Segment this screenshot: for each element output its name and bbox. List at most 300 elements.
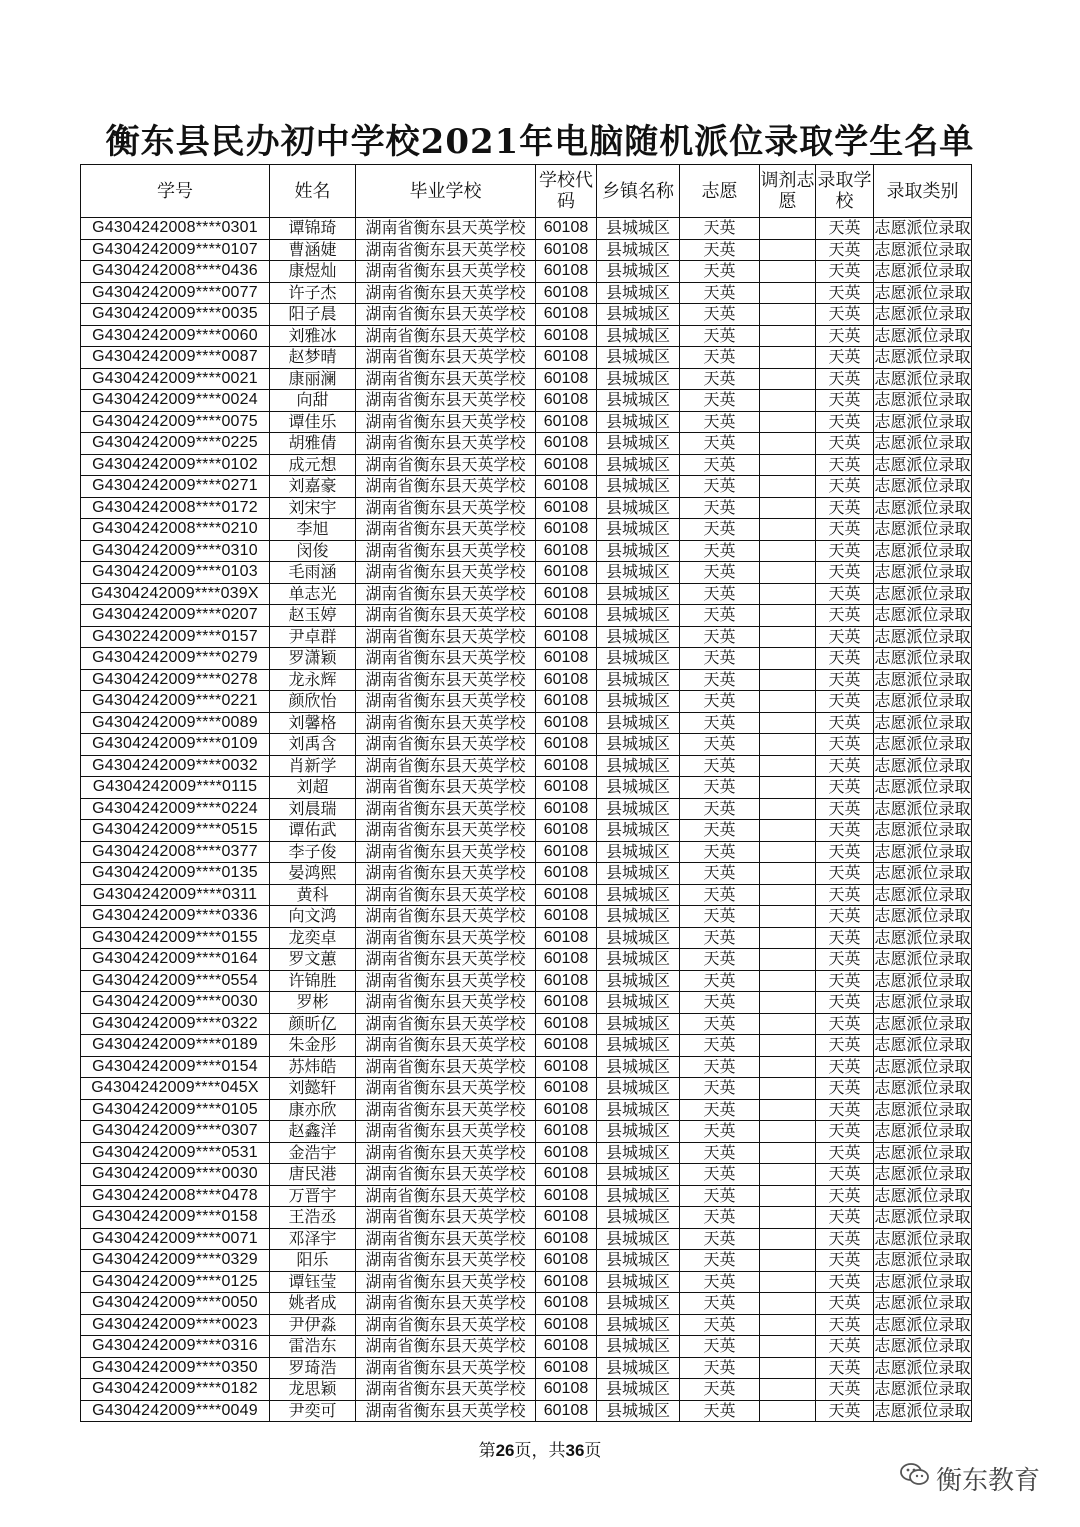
- table-row: [81, 1207, 972, 1229]
- adjusted-preference-cell: [760, 734, 816, 756]
- student-id-cell: G4304242009****039X: [81, 583, 270, 605]
- student-name-cell: 刘馨格: [270, 712, 356, 734]
- adjusted-preference-cell: [760, 648, 816, 670]
- town-cell: 县城城区: [597, 1357, 680, 1379]
- town-cell: 县城城区: [597, 1013, 680, 1035]
- admission-type-cell: 志愿派位录取: [874, 1314, 971, 1334]
- preference-cell: 天英: [680, 476, 760, 498]
- table-row: [81, 841, 972, 863]
- student-name-cell: 谭佳乐: [270, 411, 356, 433]
- graduated-school-cell: 湖南省衡东县天英学校: [356, 1228, 536, 1250]
- table-row: [81, 476, 972, 498]
- admission-type-cell: 志愿派位录取: [874, 1142, 971, 1162]
- adjusted-preference-cell: [760, 1271, 816, 1293]
- town-cell: 县城城区: [597, 218, 680, 240]
- graduated-school-cell: 湖南省衡东县天英学校: [356, 218, 536, 240]
- admission-type-cell: 志愿派位录取: [874, 497, 971, 517]
- adjusted-preference-cell: [760, 282, 816, 304]
- student-name-cell: 唐民港: [270, 1164, 356, 1186]
- preference-cell: 天英: [680, 1271, 760, 1293]
- table-row: [81, 304, 972, 326]
- current-page: 26: [495, 1441, 515, 1460]
- preference-cell: 天英: [680, 648, 760, 670]
- admission-type-cell: 志愿派位录取: [874, 411, 971, 431]
- admission-type-cell: 志愿派位录取: [874, 970, 971, 990]
- student-id-cell: G4304242009****0035: [81, 304, 270, 326]
- student-id-cell: G4304242009****0154: [81, 1056, 270, 1078]
- graduated-school-cell: 湖南省衡东县天英学校: [356, 1013, 536, 1035]
- student-name-cell: 李子俊: [270, 841, 356, 863]
- town-cell: 县城城区: [597, 347, 680, 369]
- graduated-school-cell: 湖南省衡东县天英学校: [356, 691, 536, 713]
- student-id-cell: G4304242008****0436: [81, 261, 270, 283]
- admission-type-cell: 志愿派位录取: [874, 992, 971, 1012]
- student-id-cell: G4304242009****0060: [81, 325, 270, 347]
- student-name-cell: 龙思颖: [270, 1379, 356, 1401]
- admission-type-cell: 志愿派位录取: [874, 1293, 971, 1313]
- school-code-cell: 60108: [536, 777, 597, 799]
- student-id-cell: G4304242008****0377: [81, 841, 270, 863]
- student-id-cell: G4304242009****0024: [81, 390, 270, 412]
- admitted-school-cell: 天英: [816, 949, 874, 971]
- table-row: [81, 798, 972, 820]
- graduated-school-cell: 湖南省衡东县天英学校: [356, 1056, 536, 1078]
- adjusted-preference-cell: [760, 1099, 816, 1121]
- graduated-school-cell: 湖南省衡东县天英学校: [356, 239, 536, 261]
- table-row: [81, 1357, 972, 1379]
- preference-cell: 天英: [680, 390, 760, 412]
- graduated-school-cell: 湖南省衡东县天英学校: [356, 669, 536, 691]
- adjusted-preference-cell: [760, 798, 816, 820]
- adjusted-preference-cell: [760, 970, 816, 992]
- student-id-cell: G4304242009****0115: [81, 777, 270, 799]
- preference-cell: 天英: [680, 1121, 760, 1143]
- student-id-cell: G4304242008****0172: [81, 497, 270, 519]
- student-id-cell: G4304242009****0336: [81, 906, 270, 928]
- student-name-cell: 龙奕卓: [270, 927, 356, 949]
- table-row: [81, 820, 972, 842]
- adjusted-preference-cell: [760, 304, 816, 326]
- student-name-cell: 成元想: [270, 454, 356, 476]
- graduated-school-cell: 湖南省衡东县天英学校: [356, 863, 536, 885]
- graduated-school-cell: 湖南省衡东县天英学校: [356, 304, 536, 326]
- admitted-school-cell: 天英: [816, 411, 874, 433]
- student-name-cell: 罗潇颖: [270, 648, 356, 670]
- school-code-cell: 60108: [536, 1336, 597, 1358]
- admission-type-cell: 志愿派位录取: [874, 820, 971, 840]
- student-name-cell: 赵鑫洋: [270, 1121, 356, 1143]
- admitted-school-cell: 天英: [816, 497, 874, 519]
- admission-type-cell: 志愿派位录取: [874, 368, 971, 388]
- town-cell: 县城城区: [597, 884, 680, 906]
- admission-type-cell: 志愿派位录取: [874, 1099, 971, 1119]
- admission-type-cell: 志愿派位录取: [874, 927, 971, 947]
- town-cell: 县城城区: [597, 1228, 680, 1250]
- graduated-school-cell: 湖南省衡东县天英学校: [356, 884, 536, 906]
- school-code-cell: 60108: [536, 863, 597, 885]
- adjusted-preference-cell: [760, 218, 816, 240]
- student-id-cell: G4304242009****0103: [81, 562, 270, 584]
- admission-type-cell: 志愿派位录取: [874, 1078, 971, 1098]
- town-cell: 县城城区: [597, 1379, 680, 1401]
- school-code-cell: 60108: [536, 992, 597, 1014]
- student-name-cell: 向文鸿: [270, 906, 356, 928]
- header-town: 乡镇名称: [597, 165, 680, 218]
- header-graduated-school: 毕业学校: [356, 165, 536, 218]
- total-pages: 36: [565, 1441, 585, 1460]
- student-id-cell: G4304242009****0135: [81, 863, 270, 885]
- admitted-school-cell: 天英: [816, 1056, 874, 1078]
- student-name-cell: 谭钰莹: [270, 1271, 356, 1293]
- header-admission-type: 录取类别: [874, 165, 972, 218]
- admission-type-cell: 志愿派位录取: [874, 433, 971, 453]
- student-id-cell: G4304242009****0023: [81, 1314, 270, 1336]
- student-name-cell: 龙永辉: [270, 669, 356, 691]
- admission-type-cell: 志愿派位录取: [874, 519, 971, 539]
- preference-cell: 天英: [680, 1142, 760, 1164]
- graduated-school-cell: 湖南省衡东县天英学校: [356, 1357, 536, 1379]
- admitted-school-cell: 天英: [816, 798, 874, 820]
- adjusted-preference-cell: [760, 1228, 816, 1250]
- school-code-cell: 60108: [536, 648, 597, 670]
- student-id-cell: G4304242008****0210: [81, 519, 270, 541]
- student-name-cell: 尹伊淼: [270, 1314, 356, 1336]
- admission-type-cell: 志愿派位录取: [874, 562, 971, 582]
- admission-type-cell: 志愿派位录取: [874, 1336, 971, 1356]
- student-name-cell: 赵梦晴: [270, 347, 356, 369]
- adjusted-preference-cell: [760, 691, 816, 713]
- adjusted-preference-cell: [760, 755, 816, 777]
- page-number: 第26页，共36页: [478, 1441, 602, 1461]
- student-name-cell: 晏鸿熙: [270, 863, 356, 885]
- adjusted-preference-cell: [760, 1185, 816, 1207]
- student-name-cell: 颜昕亿: [270, 1013, 356, 1035]
- school-code-cell: 60108: [536, 734, 597, 756]
- student-name-cell: 毛雨涵: [270, 562, 356, 584]
- adjusted-preference-cell: [760, 884, 816, 906]
- admitted-school-cell: 天英: [816, 1164, 874, 1186]
- graduated-school-cell: 湖南省衡东县天英学校: [356, 992, 536, 1014]
- table-row: [81, 1078, 972, 1100]
- admission-type-cell: 志愿派位录取: [874, 669, 971, 689]
- adjusted-preference-cell: [760, 605, 816, 627]
- table-row: [81, 497, 972, 519]
- admitted-school-cell: 天英: [816, 325, 874, 347]
- admission-type-cell: 志愿派位录取: [874, 1357, 971, 1377]
- graduated-school-cell: 湖南省衡东县天英学校: [356, 411, 536, 433]
- student-name-cell: 罗琦浩: [270, 1357, 356, 1379]
- preference-cell: 天英: [680, 1207, 760, 1229]
- table-row: [81, 411, 972, 433]
- student-name-cell: 尹卓群: [270, 626, 356, 648]
- admitted-school-cell: 天英: [816, 970, 874, 992]
- school-code-cell: 60108: [536, 1293, 597, 1315]
- table-row: [81, 970, 972, 992]
- admitted-school-cell: 天英: [816, 1078, 874, 1100]
- student-name-cell: 金浩宇: [270, 1142, 356, 1164]
- graduated-school-cell: 湖南省衡东县天英学校: [356, 820, 536, 842]
- graduated-school-cell: 湖南省衡东县天英学校: [356, 583, 536, 605]
- student-name-cell: 王浩丞: [270, 1207, 356, 1229]
- admission-type-cell: 志愿派位录取: [874, 755, 971, 775]
- student-name-cell: 赵玉婷: [270, 605, 356, 627]
- student-name-cell: 姚者成: [270, 1293, 356, 1315]
- town-cell: 县城城区: [597, 433, 680, 455]
- admitted-school-cell: 天英: [816, 712, 874, 734]
- student-id-cell: G4304242008****0478: [81, 1185, 270, 1207]
- town-cell: 县城城区: [597, 476, 680, 498]
- student-name-cell: 颜欣怡: [270, 691, 356, 713]
- adjusted-preference-cell: [760, 820, 816, 842]
- table-row: [81, 712, 972, 734]
- school-code-cell: 60108: [536, 1185, 597, 1207]
- school-code-cell: 60108: [536, 304, 597, 326]
- preference-cell: 天英: [680, 1336, 760, 1358]
- student-name-cell: 苏炜皓: [270, 1056, 356, 1078]
- student-id-cell: G4304242009****0102: [81, 454, 270, 476]
- admitted-school-cell: 天英: [816, 1099, 874, 1121]
- school-code-cell: 60108: [536, 605, 597, 627]
- town-cell: 县城城区: [597, 390, 680, 412]
- graduated-school-cell: 湖南省衡东县天英学校: [356, 1250, 536, 1272]
- student-id-cell: G4302242009****0157: [81, 626, 270, 648]
- student-id-cell: G4304242009****0107: [81, 239, 270, 261]
- student-name-cell: 邓泽宇: [270, 1228, 356, 1250]
- preference-cell: 天英: [680, 1035, 760, 1057]
- graduated-school-cell: 湖南省衡东县天英学校: [356, 1271, 536, 1293]
- admitted-school-cell: 天英: [816, 347, 874, 369]
- student-id-cell: G4304242009****0075: [81, 411, 270, 433]
- adjusted-preference-cell: [760, 1078, 816, 1100]
- town-cell: 县城城区: [597, 1250, 680, 1272]
- table-row: [81, 562, 972, 584]
- student-id-cell: G4304242009****0087: [81, 347, 270, 369]
- admission-type-cell: 志愿派位录取: [874, 1207, 971, 1227]
- graduated-school-cell: 湖南省衡东县天英学校: [356, 282, 536, 304]
- preference-cell: 天英: [680, 325, 760, 347]
- admitted-school-cell: 天英: [816, 261, 874, 283]
- town-cell: 县城城区: [597, 1336, 680, 1358]
- preference-cell: 天英: [680, 1164, 760, 1186]
- school-code-cell: 60108: [536, 1121, 597, 1143]
- school-code-cell: 60108: [536, 433, 597, 455]
- school-code-cell: 60108: [536, 712, 597, 734]
- page-title: 衡东县民办初中学校2021年电脑随机派位录取学生名单: [105, 122, 975, 162]
- graduated-school-cell: 湖南省衡东县天英学校: [356, 970, 536, 992]
- admitted-school-cell: 天英: [816, 777, 874, 799]
- town-cell: 县城城区: [597, 626, 680, 648]
- admitted-school-cell: 天英: [816, 863, 874, 885]
- school-code-cell: 60108: [536, 884, 597, 906]
- wechat-icon: [900, 1462, 930, 1495]
- admitted-school-cell: 天英: [816, 841, 874, 863]
- admission-type-cell: 志愿派位录取: [874, 691, 971, 711]
- town-cell: 县城城区: [597, 1207, 680, 1229]
- student-id-cell: G4304242009****045X: [81, 1078, 270, 1100]
- adjusted-preference-cell: [760, 368, 816, 390]
- school-code-cell: 60108: [536, 562, 597, 584]
- school-code-cell: 60108: [536, 540, 597, 562]
- graduated-school-cell: 湖南省衡东县天英学校: [356, 777, 536, 799]
- graduated-school-cell: 湖南省衡东县天英学校: [356, 1336, 536, 1358]
- header-admitted-school: 录取学校: [816, 165, 874, 218]
- town-cell: 县城城区: [597, 605, 680, 627]
- graduated-school-cell: 湖南省衡东县天英学校: [356, 927, 536, 949]
- table-row: [81, 1336, 972, 1358]
- adjusted-preference-cell: [760, 562, 816, 584]
- table-row: [81, 1293, 972, 1315]
- admitted-school-cell: 天英: [816, 1250, 874, 1272]
- student-id-cell: G4304242009****0224: [81, 798, 270, 820]
- adjusted-preference-cell: [760, 1035, 816, 1057]
- admission-type-cell: 志愿派位录取: [874, 1400, 971, 1420]
- graduated-school-cell: 湖南省衡东县天英学校: [356, 390, 536, 412]
- preference-cell: 天英: [680, 519, 760, 541]
- student-id-cell: G4304242009****0032: [81, 755, 270, 777]
- town-cell: 县城城区: [597, 863, 680, 885]
- student-name-cell: 万晋宇: [270, 1185, 356, 1207]
- town-cell: 县城城区: [597, 562, 680, 584]
- preference-cell: 天英: [680, 239, 760, 261]
- admitted-school-cell: 天英: [816, 1293, 874, 1315]
- school-code-cell: 60108: [536, 691, 597, 713]
- admitted-school-cell: 天英: [816, 1207, 874, 1229]
- header-school-code: 学校代码: [536, 165, 597, 218]
- admission-type-cell: 志愿派位录取: [874, 347, 971, 367]
- school-code-cell: 60108: [536, 669, 597, 691]
- student-name-cell: 朱金彤: [270, 1035, 356, 1057]
- admission-type-cell: 志愿派位录取: [874, 1121, 971, 1141]
- admitted-school-cell: 天英: [816, 1035, 874, 1057]
- town-cell: 县城城区: [597, 949, 680, 971]
- student-name-cell: 刘超: [270, 777, 356, 799]
- table-row: [81, 1056, 972, 1078]
- town-cell: 县城城区: [597, 906, 680, 928]
- adjusted-preference-cell: [760, 1293, 816, 1315]
- admission-type-cell: 志愿派位录取: [874, 1271, 971, 1291]
- table-row: [81, 1314, 972, 1336]
- admitted-school-cell: 天英: [816, 454, 874, 476]
- graduated-school-cell: 湖南省衡东县天英学校: [356, 368, 536, 390]
- student-id-cell: G4304242009****0310: [81, 540, 270, 562]
- admission-type-cell: 志愿派位录取: [874, 1035, 971, 1055]
- preference-cell: 天英: [680, 884, 760, 906]
- table-row: [81, 927, 972, 949]
- student-id-cell: G4304242009****0071: [81, 1228, 270, 1250]
- graduated-school-cell: 湖南省衡东县天英学校: [356, 949, 536, 971]
- admission-type-cell: 志愿派位录取: [874, 777, 971, 797]
- student-name-cell: 谭锦琦: [270, 218, 356, 240]
- preference-cell: 天英: [680, 798, 760, 820]
- header-student-id: 学号: [81, 165, 270, 218]
- table-row: [81, 863, 972, 885]
- student-name-cell: 单志光: [270, 583, 356, 605]
- student-name-cell: 刘晨瑞: [270, 798, 356, 820]
- table-row: [81, 1400, 972, 1422]
- student-name-cell: 闵俊: [270, 540, 356, 562]
- table-row: [81, 583, 972, 605]
- preference-cell: 天英: [680, 691, 760, 713]
- admission-type-cell: 志愿派位录取: [874, 239, 971, 259]
- graduated-school-cell: 湖南省衡东县天英学校: [356, 540, 536, 562]
- admitted-school-cell: 天英: [816, 927, 874, 949]
- admitted-school-cell: 天英: [816, 583, 874, 605]
- admitted-school-cell: 天英: [816, 992, 874, 1014]
- student-id-cell: G4304242009****0307: [81, 1121, 270, 1143]
- adjusted-preference-cell: [760, 411, 816, 433]
- school-code-cell: 60108: [536, 583, 597, 605]
- admitted-school-cell: 天英: [816, 755, 874, 777]
- adjusted-preference-cell: [760, 1056, 816, 1078]
- preference-cell: 天英: [680, 1013, 760, 1035]
- admitted-school-cell: 天英: [816, 1357, 874, 1379]
- adjusted-preference-cell: [760, 476, 816, 498]
- graduated-school-cell: 湖南省衡东县天英学校: [356, 1314, 536, 1336]
- preference-cell: 天英: [680, 368, 760, 390]
- student-name-cell: 雷浩东: [270, 1336, 356, 1358]
- school-code-cell: 60108: [536, 1250, 597, 1272]
- preference-cell: 天英: [680, 949, 760, 971]
- table-row: [81, 648, 972, 670]
- student-id-cell: G4304242009****0077: [81, 282, 270, 304]
- graduated-school-cell: 湖南省衡东县天英学校: [356, 562, 536, 584]
- admitted-school-cell: 天英: [816, 476, 874, 498]
- school-code-cell: 60108: [536, 820, 597, 842]
- school-code-cell: 60108: [536, 1035, 597, 1057]
- town-cell: 县城城区: [597, 282, 680, 304]
- student-name-cell: 康亦欣: [270, 1099, 356, 1121]
- student-id-cell: G4304242009****0322: [81, 1013, 270, 1035]
- student-id-cell: G4304242009****0531: [81, 1142, 270, 1164]
- preference-cell: 天英: [680, 734, 760, 756]
- town-cell: 县城城区: [597, 1314, 680, 1336]
- preference-cell: 天英: [680, 562, 760, 584]
- graduated-school-cell: 湖南省衡东县天英学校: [356, 476, 536, 498]
- table-row: [81, 540, 972, 562]
- graduated-school-cell: 湖南省衡东县天英学校: [356, 325, 536, 347]
- graduated-school-cell: 湖南省衡东县天英学校: [356, 906, 536, 928]
- table-row: [81, 218, 972, 240]
- preference-cell: 天英: [680, 304, 760, 326]
- admission-type-cell: 志愿派位录取: [874, 454, 971, 474]
- admission-type-cell: 志愿派位录取: [874, 261, 971, 281]
- school-code-cell: 60108: [536, 906, 597, 928]
- table-row: [81, 1121, 972, 1143]
- admitted-school-cell: 天英: [816, 540, 874, 562]
- town-cell: 县城城区: [597, 411, 680, 433]
- student-name-cell: 曹涵婕: [270, 239, 356, 261]
- town-cell: 县城城区: [597, 368, 680, 390]
- school-code-cell: 60108: [536, 1078, 597, 1100]
- graduated-school-cell: 湖南省衡东县天英学校: [356, 1099, 536, 1121]
- student-name-cell: 罗文蕙: [270, 949, 356, 971]
- preference-cell: 天英: [680, 1056, 760, 1078]
- graduated-school-cell: 湖南省衡东县天英学校: [356, 1185, 536, 1207]
- school-code-cell: 60108: [536, 970, 597, 992]
- student-name-cell: 许子杰: [270, 282, 356, 304]
- preference-cell: 天英: [680, 841, 760, 863]
- student-id-cell: G4304242009****0158: [81, 1207, 270, 1229]
- preference-cell: 天英: [680, 1379, 760, 1401]
- town-cell: 县城城区: [597, 927, 680, 949]
- adjusted-preference-cell: [760, 669, 816, 691]
- table-row: [81, 1271, 972, 1293]
- student-id-cell: G4304242009****0089: [81, 712, 270, 734]
- graduated-school-cell: 湖南省衡东县天英学校: [356, 648, 536, 670]
- adjusted-preference-cell: [760, 863, 816, 885]
- graduated-school-cell: 湖南省衡东县天英学校: [356, 1207, 536, 1229]
- preference-cell: 天英: [680, 906, 760, 928]
